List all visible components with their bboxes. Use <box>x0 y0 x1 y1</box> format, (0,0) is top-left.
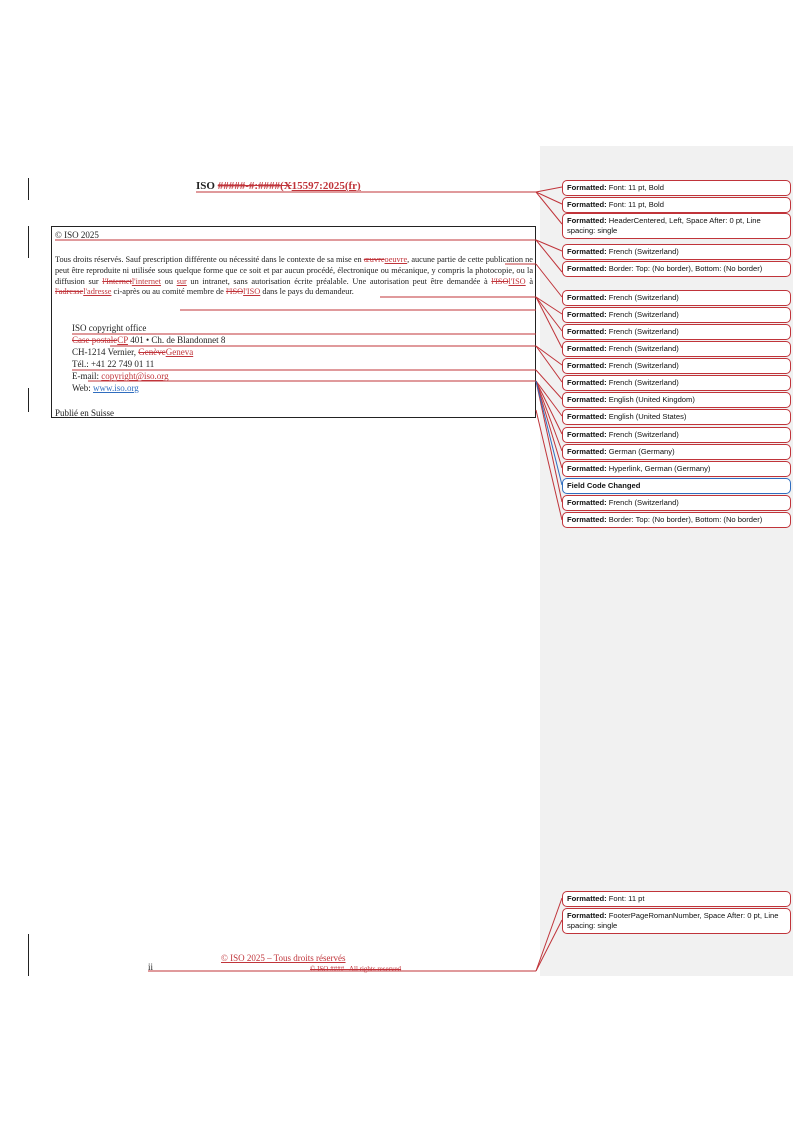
comment-balloon[interactable]: Formatted: French (Switzerland) <box>562 307 791 323</box>
comment-balloon[interactable]: Formatted: Font: 11 pt, Bold <box>562 197 791 213</box>
email-link[interactable]: copyright@iso.org <box>101 371 169 381</box>
copyright-line: © ISO 2025 <box>55 230 99 240</box>
rights-paragraph: Tous droits réservés. Sauf prescription différente ou nécessité dans le contexte de sa mise en œuvreoeuvre, aucune partie de cette publication ne peut être reproduite ni utilisée sous quelque forme que ce soit et par aucun procédé, électronique ou mécanique, y compris la photocopie, ou la diffusion sur l'Internetl'internet ou sur un intranet, sans autorisation écrite préalable. Une autorisation peut être demandée à l'ISOl'ISO à l'adressel'adresse ci-après ou au comité membre de l'ISOl'ISO dans le pays du demandeur. <box>55 255 534 297</box>
change-bar <box>28 178 29 200</box>
comment-balloon[interactable]: Formatted: English (United Kingdom) <box>562 392 791 408</box>
document-title: ISO #####-#:####(X15597:2025(fr) <box>196 180 361 192</box>
comment-balloon[interactable]: Formatted: Font: 11 pt, Bold <box>562 180 791 196</box>
change-bar <box>28 388 29 412</box>
address-box: Case postaleCP 401 • Ch. de Blandonnet 8 <box>72 335 226 345</box>
comment-balloon[interactable]: Formatted: English (United States) <box>562 409 791 425</box>
address-email: E-mail: copyright@iso.org <box>72 371 169 381</box>
change-bar <box>28 934 29 976</box>
comment-balloon[interactable]: Formatted: FooterPageRomanNumber, Space After: 0 pt, Line spacing: single <box>562 908 791 934</box>
comment-balloon[interactable]: Formatted: Border: Top: (No border), Bottom: (No border) <box>562 261 791 277</box>
comment-balloon[interactable]: Formatted: French (Switzerland) <box>562 290 791 306</box>
comment-balloon[interactable]: Formatted: Hyperlink, German (Germany) <box>562 461 791 477</box>
address-phone: Tél.: +41 22 749 01 11 <box>72 359 155 369</box>
comment-balloon[interactable]: Formatted: HeaderCentered, Left, Space After: 0 pt, Line spacing: single <box>562 213 791 239</box>
comment-balloon[interactable]: Formatted: Border: Top: (No border), Bottom: (No border) <box>562 512 791 528</box>
address-office: ISO copyright office <box>72 323 147 333</box>
footer-copyright: © ISO 2025 – Tous droits réservés <box>221 953 346 963</box>
comment-balloon[interactable]: Formatted: French (Switzerland) <box>562 375 791 391</box>
address-city: CH-1214 Vernier, GenèveGeneva <box>72 347 194 357</box>
web-link[interactable]: www.iso.org <box>93 383 139 393</box>
footer-deleted-copyright: © ISO ####– All rights reserved <box>310 965 402 973</box>
page-number: ii <box>148 962 154 972</box>
comment-balloon[interactable]: Formatted: German (Germany) <box>562 444 791 460</box>
comment-balloon[interactable]: Formatted: French (Switzerland) <box>562 358 791 374</box>
field-code-balloon[interactable]: Field Code Changed <box>562 478 791 494</box>
published-in: Publié en Suisse <box>55 408 115 418</box>
comment-balloon[interactable]: Formatted: French (Switzerland) <box>562 495 791 511</box>
comment-balloon[interactable]: Formatted: French (Switzerland) <box>562 341 791 357</box>
change-bar <box>28 226 29 258</box>
comment-balloon[interactable]: Formatted: French (Switzerland) <box>562 427 791 443</box>
comment-balloon[interactable]: Formatted: French (Switzerland) <box>562 244 791 260</box>
comment-balloon[interactable]: Formatted: Font: 11 pt <box>562 891 791 907</box>
comment-balloon[interactable]: Formatted: French (Switzerland) <box>562 324 791 340</box>
address-web: Web: www.iso.org <box>72 383 139 393</box>
